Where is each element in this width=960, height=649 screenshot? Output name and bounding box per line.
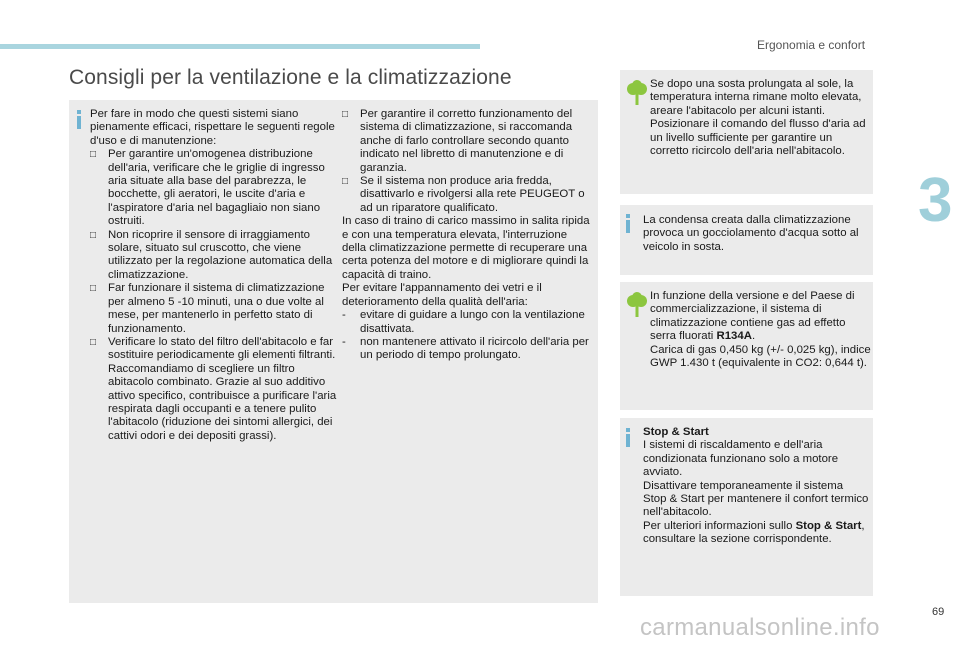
chapter-number: 3 — [918, 166, 953, 235]
stop-start-title: Stop & Start — [643, 426, 709, 438]
condensation-text: La condensa creata dalla climatizzazione provoca un gocciolamento d'acqua sotto al veicolo in sosta. — [643, 214, 859, 253]
page-title: Consigli per la ventilazione e la climatizzazione — [69, 66, 512, 89]
stop-start-text: Stop & Start I sistemi di riscaldamento e dell'aria condizionata funzionano solo a motore avviato. Disattivare temporaneamente il sistema Stop & Start per mantenere il confort termico nell'abitacolo. Per ulteriori informazioni sullo Stop & Start, consultare la sezione corrispondente. — [643, 426, 869, 546]
list-item: - evitare di guidare a lungo con la ventilazione disattivata. — [342, 309, 585, 335]
header-accent-bar — [0, 44, 480, 49]
list-item: □ Per garantire il corretto funzionamento del sistema di climatizzazione, si raccomanda anche di farlo controllare secondo quanto indicato nel libretto di manutenzione e di garanzia. — [342, 108, 573, 174]
checkbox-mark-icon: □ — [90, 283, 97, 295]
fog-intro: Per evitare l'appannamento dei vetri e il deterioramento della qualità dell'aria: — [342, 282, 542, 308]
list-item: □ Verificare lo stato del filtro dell'abitacolo e far sostituire periodicamente gli elementi filtranti. Raccomandiamo di scegliere un filtro abitacolo combinato. Grazie al suo additivo attivo specifico, contribuisce a purificare l'aria respirata dagli occupanti e a tenere pulito l'abitacolo (riduzione dei sintomi allergici, dei cattivi odori e dei depositi grassi). — [90, 335, 337, 442]
checkbox-mark-icon: □ — [90, 229, 97, 241]
page-number: 69 — [932, 606, 945, 618]
tow-text: In caso di traino di carico massimo in salita ripida e con una temperatura elevata, l'interruzione della climatizzazione permette di recuperare una certa potenza del motore e di migliorare quindi la capacità di traino. — [342, 215, 590, 281]
main-column-1 — [90, 108, 338, 443]
checkbox-mark-icon: □ — [342, 176, 349, 188]
checkbox-mark-icon: □ — [90, 149, 97, 161]
watermark: carmanualsonline.info — [640, 614, 880, 641]
eco-tree-icon — [626, 80, 648, 106]
list-item: □ Far funzionare il sistema di climatizzazione per almeno 5 -10 minuti, una o due volte al mese, per mantenerlo in perfetto stato di funzionamento. — [90, 282, 325, 335]
refrigerant-text: In funzione della versione e del Paese di commercializzazione, il sistema di climatizzazione contiene gas ad effetto serra fluorati R134A. Carica di gas 0,450 kg (+/- 0,025 kg), indice GWP 1.430 t (equivalente in CO2: 0,644 t). — [650, 290, 871, 370]
intro-text: Per fare in modo che questi sistemi siano pienamente efficaci, rispettare le seguenti regole d'uso e di manutenzione: — [90, 108, 335, 147]
checkbox-mark-icon: □ — [90, 336, 97, 348]
list-item: □ Non ricoprire il sensore di irraggiamento solare, situato sul cruscotto, che viene utilizzato per la regolazione automatica della climatizzazione. — [90, 228, 333, 281]
eco-text-ventilation: Se dopo una sosta prolungata al sole, la temperatura interna rimane molto elevata, areare l'abitacolo per alcuni istanti. Posizionare il comando del flusso d'aria ad un livello sufficiente per garantire un corretto ricircolo dell'aria nell'abitacolo. — [650, 78, 866, 158]
list-item: □ Se il sistema non produce aria fredda, disattivarlo e rivolgersi alla rete PEUGEOT o ad un riparatore qualificato. — [342, 175, 585, 214]
checkbox-mark-icon: □ — [342, 109, 349, 120]
list-item: - non mantenere attivato il ricircolo dell'aria per un periodo di tempo prolungato. — [342, 335, 589, 362]
list-item: □ Per garantire un'omogenea distribuzione dell'aria, verificare che le griglie di ingresso aria situate alla base del parabrezza, le bocchette, gli aeratori, le uscite d'aria e l'aspiratore d'aria nel bagagliaio non siano ostruiti. — [90, 148, 325, 228]
section-title: Ergonomia e confort — [757, 38, 866, 52]
main-column-2 — [342, 108, 592, 363]
eco-tree-icon — [626, 292, 648, 318]
